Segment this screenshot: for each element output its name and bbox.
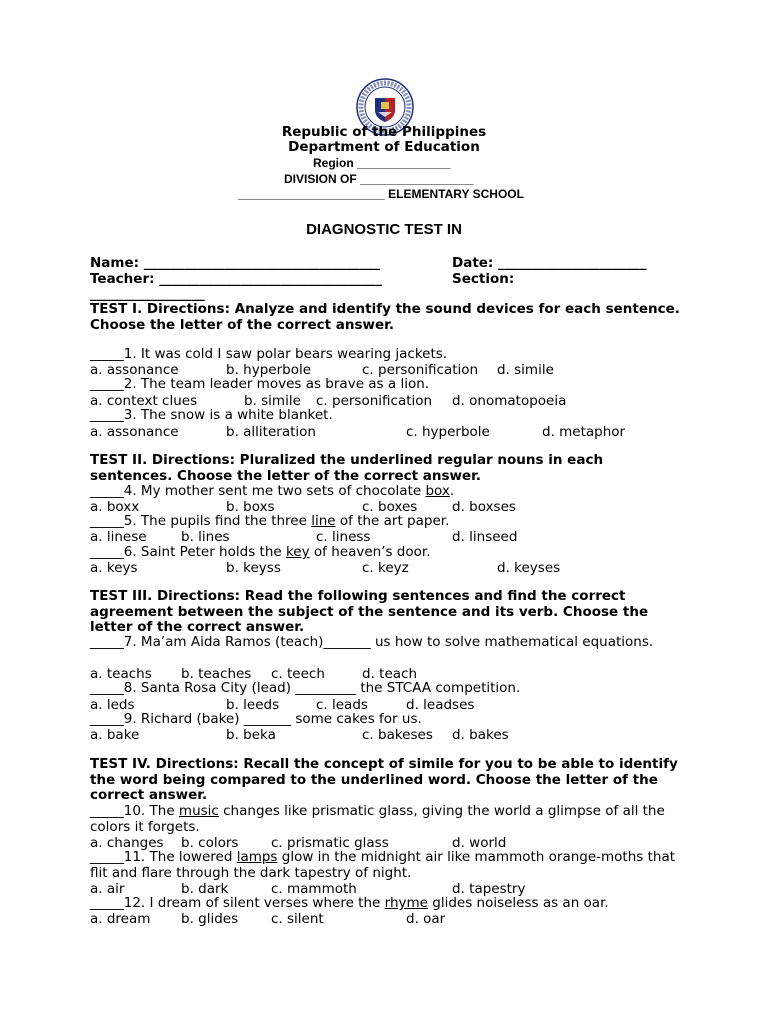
choice-a: a. leds bbox=[90, 697, 135, 713]
question-2: _____2. The team leader moves as brave as a lion. bbox=[90, 376, 430, 392]
choice-d: d. onomatopoeia bbox=[452, 393, 567, 409]
choice-a: a. assonance bbox=[90, 362, 179, 378]
underlined-word: key bbox=[285, 544, 310, 560]
date-field: Date: ______________________ bbox=[452, 255, 647, 271]
choice-c: c. personification bbox=[362, 362, 479, 378]
underlined-word: lamps bbox=[236, 849, 278, 865]
choice-a: a. boxx bbox=[90, 499, 140, 515]
test2-directions: TEST II. Directions: Pluralized the underlined regular nouns in each sentences. Choose the letter of the correct answer. bbox=[90, 452, 604, 484]
choice-a: a. teachs bbox=[90, 666, 152, 682]
question-9: _____9. Richard (bake) _______ some cakes for us. bbox=[90, 711, 422, 727]
question-7: _____7. Ma’am Aida Ramos (teach)_______ us how to solve mathematical equations. bbox=[90, 634, 654, 650]
choice-b: b. colors bbox=[181, 835, 239, 851]
choice-a: a. changes bbox=[90, 835, 164, 851]
choice-b: b. boxs bbox=[226, 499, 275, 515]
question-5: _____5. The pupils find the three line of the art paper. bbox=[90, 513, 450, 529]
choice-c: c. personification bbox=[316, 393, 433, 409]
choice-a: a. context clues bbox=[90, 393, 198, 409]
choice-c: c. mammoth bbox=[271, 881, 357, 897]
choice-b: b. beka bbox=[226, 727, 276, 743]
choice-c: c. bakeses bbox=[362, 727, 433, 743]
question-10: _____10. The music changes like prismatic glass, giving the world a glimpse of all the colors it forgets. bbox=[90, 803, 665, 835]
choice-b: b. alliteration bbox=[226, 424, 316, 440]
test-title: DIAGNOSTIC TEST IN bbox=[306, 221, 462, 238]
test3-directions: TEST III. Directions: Read the following sentences and find the correct agreement between the subject of the sentence and its verb. Choose the letter of the correct answer. bbox=[90, 588, 649, 635]
choice-d: d. simile bbox=[497, 362, 554, 378]
question-3: _____3. The snow is a white blanket. bbox=[90, 407, 333, 423]
choice-d: d. tapestry bbox=[452, 881, 526, 897]
choice-d: d. bakes bbox=[452, 727, 509, 743]
choice-a: a. air bbox=[90, 881, 125, 897]
choice-d: d. world bbox=[452, 835, 507, 851]
choice-a: a. assonance bbox=[90, 424, 179, 440]
section-field: Section: bbox=[452, 271, 515, 287]
republic-heading: Republic of the Philippines bbox=[281, 124, 487, 140]
question-12: _____12. I dream of silent verses where the rhyme glides noiseless as an oar. bbox=[90, 895, 609, 911]
test4-directions: TEST IV. Directions: Recall the concept of simile for you to be able to identify the word being compared to the underlined word. Choose the letter of the correct answer. bbox=[90, 756, 678, 803]
choice-c: c. hyperbole bbox=[406, 424, 490, 440]
choice-b: b. teaches bbox=[181, 666, 252, 682]
question-8: _____8. Santa Rosa City (lead) _________ the STCAA competition. bbox=[90, 680, 521, 696]
choice-c: c. leads bbox=[316, 697, 368, 713]
school-line: ______________________ ELEMENTARY SCHOOL bbox=[238, 187, 524, 201]
choice-b: b. hyperbole bbox=[226, 362, 312, 378]
test1-directions: TEST I. Directions: Analyze and identify the sound devices for each sentence. Choose the letter of the correct answer. bbox=[90, 301, 680, 333]
choice-a: a. keys bbox=[90, 560, 138, 576]
underlined-word: line bbox=[311, 513, 336, 529]
choice-d: d. leadses bbox=[406, 697, 475, 713]
name-field: Name: ___________________________________ bbox=[90, 255, 380, 271]
underlined-word: box bbox=[425, 483, 450, 499]
choice-c: c. keyz bbox=[362, 560, 409, 576]
choice-b: b. leeds bbox=[226, 697, 280, 713]
choice-d: d. teach bbox=[362, 666, 418, 682]
question-4: _____4. My mother sent me two sets of chocolate box. bbox=[90, 483, 455, 499]
choice-a: a. dream bbox=[90, 911, 151, 927]
choice-c: c. silent bbox=[271, 911, 324, 927]
division-line: DIVISION OF _________________ bbox=[284, 172, 474, 186]
teacher-field: Teacher: _________________________________ bbox=[90, 271, 382, 287]
section-line: _________________ bbox=[90, 286, 205, 302]
choice-b: b. simile bbox=[244, 393, 301, 409]
choice-d: d. metaphor bbox=[542, 424, 626, 440]
choice-b: b. keyss bbox=[226, 560, 281, 576]
choice-d: d. keyses bbox=[497, 560, 561, 576]
underlined-word: music bbox=[178, 803, 219, 819]
choice-c: c. liness bbox=[316, 529, 371, 545]
choice-d: d. oar bbox=[406, 911, 446, 927]
underlined-word: rhyme bbox=[384, 895, 428, 911]
choice-c: c. boxes bbox=[362, 499, 418, 515]
region-line: Region ______________ bbox=[313, 156, 451, 170]
department-heading: Department of Education bbox=[288, 139, 480, 155]
choice-b: b. glides bbox=[181, 911, 239, 927]
choice-b: b. dark bbox=[181, 881, 229, 897]
choice-b: b. lines bbox=[181, 529, 230, 545]
question-6: _____6. Saint Peter holds the key of heaven’s door. bbox=[90, 544, 431, 560]
choice-d: d. boxses bbox=[452, 499, 516, 515]
question-1: _____1. It was cold I saw polar bears wearing jackets. bbox=[90, 346, 448, 362]
choice-a: a. bake bbox=[90, 727, 140, 743]
choice-d: d. linseed bbox=[452, 529, 518, 545]
question-11: _____11. The lowered lamps glow in the midnight air like mammoth orange-moths that flit and flare through the dark tapestry of night. bbox=[90, 849, 676, 881]
choice-a: a. linese bbox=[90, 529, 147, 545]
choice-c: c. prismatic glass bbox=[271, 835, 389, 851]
choice-c: c. teech bbox=[271, 666, 325, 682]
